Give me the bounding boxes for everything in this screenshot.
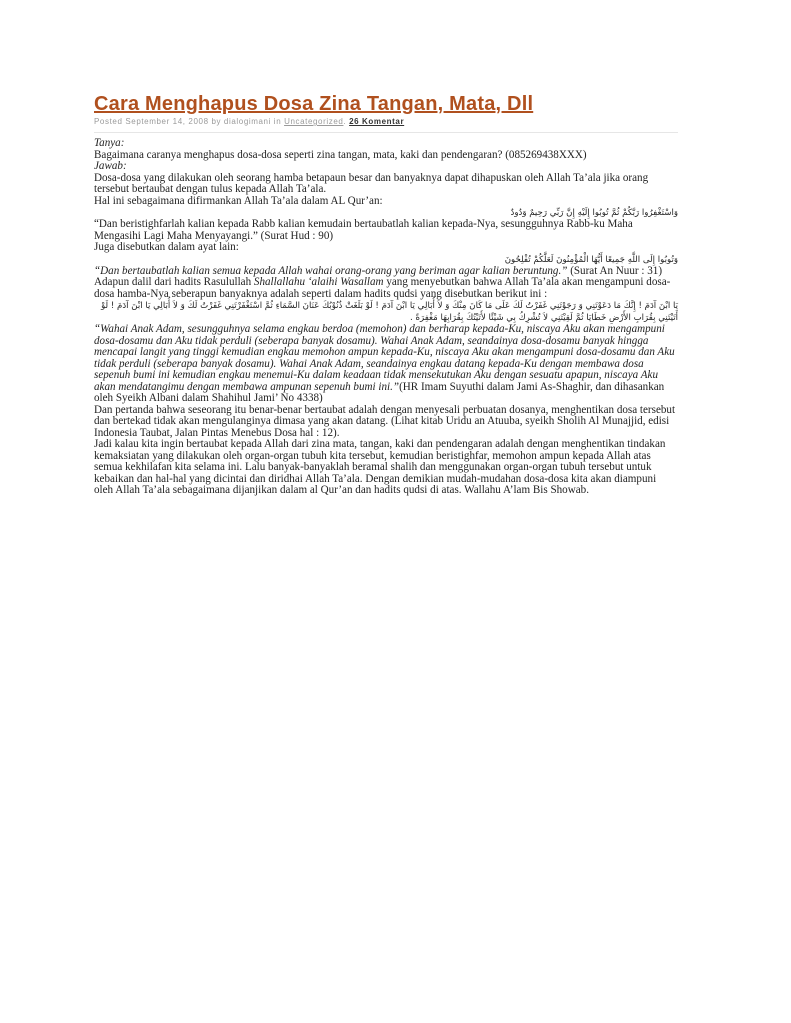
post-title[interactable]: Cara Menghapus Dosa Zina Tangan, Mata, Dll — [94, 93, 534, 115]
arabic-hadith: يَا ابْنَ آدَمَ ! إِنَّكَ مَا دَعَوْتَنِي وَ رَجَوْتَنِي غَفَرْتُ لَكَ عَلَى مَا كَانَ مِنْكَ وَ لاَ أُبَالِي يَا ابْنَ آدَمَ ! لَوْ بَلَغَتْ ذُنُوْبُكَ عَنَانَ السَّمَاءِ ثُمَّ اسْتَغْفَرْتَنِي غَفَرْتُ لَكَ وَ لاَ أُبَالِي يَا ابْنَ آدَمَ ! لَوْ أَتَيْتَنِي بِقُرَابِ الأَرْضِ خَطَايَا ثُمَّ لَقِيْتَنِي لاَ تُشْرِكُ بِي شَيْئًا لأَتَيْتُكَ بِقُرَابِهَا مَغْفِرَةً . — [101, 301, 678, 323]
paragraph: Dosa-dosa yang dilakukan oleh seorang hamba betapaun besar dan banyaknya dapat dihapuskan oleh Allah Ta’ala jika orang tersebut bertaubat dengan tulus kepada Allah Ta’ala. — [94, 171, 649, 195]
answer-label: Jawab: — [94, 160, 127, 172]
post-meta-text: Posted September 14, 2008 by dialogimani in — [94, 117, 285, 126]
paragraph — [94, 277, 678, 300]
paragraph — [94, 324, 678, 405]
paragraph: “Dan beristighfarlah kalian kepada Rabb kalian kemudain bertaubatlah kalian kepada-Nya, sesungguhnya Rabb-ku Maha Mengasihi Lagi Maha Menyayangi.” (Surat Hud : 90) — [94, 218, 633, 242]
question-text: Bagaimana caranya menghapus dosa-dosa seperti zina tangan, mata, kaki dan pendengaran? (085269438XXX) — [94, 148, 587, 161]
post-content — [94, 138, 678, 497]
hadith-reference: (HR Imam Suyuthi dalam Jami As-Shaghir, dan dihasankan oleh Syeikh Albani dalam Shahihul Jami’ No 4338) — [94, 380, 665, 404]
text-span: yang menyebutkan bahwa Allah Ta’ala akan mengampuni dosa-dosa hamba-Nya seberapun banyaknya adalah seperti dalam hadits qudsi yang disebutkan berikut ini : — [94, 276, 671, 300]
meta-separator: . — [343, 117, 350, 126]
paragraph: Dan pertanda bahwa seseorang itu benar-benar bertaubat adalah dengan menyesali perbuatan dosanya, menghentikan dosa tersebut dan bertekad tidak akan mengulanginya dimasa yang akan datang. (Lihat kitab Uridu an Atuuba, syeikh Sholih Al Munajjid, edisi Indonesia Taubat, Jalan Pintas Menebus Dosa hal : 12). — [94, 403, 676, 439]
salawat-text: Shallallahu ‘alaihi Wasallam — [253, 276, 384, 288]
category-link[interactable]: Uncategorized — [284, 117, 344, 126]
post-article — [94, 92, 678, 497]
paragraph: Juga disebutkan dalam ayat lain: — [94, 241, 239, 253]
paragraph: Hal ini sebagaimana difirmankan Allah Ta’ala dalam AL Qur’an: — [94, 194, 383, 207]
text-span: Adapun dalil dari hadits Rasulullah — [94, 276, 254, 288]
comments-link[interactable]: 26 Komentar — [349, 117, 405, 126]
verse-reference: (Surat An Nuur : 31) — [567, 264, 663, 277]
hadith-translation: “Wahai Anak Adam, sesungguhnya selama engkau berdoa (memohon) dan berharap kepada-Ku, niscaya Aku akan mengampuni dosa-dosamu dan Aku tidak perduli (seberapa banyak dosamu). Wahai Anak Adam, seandainya dosa-dosamu banyak hingga mencapai langit yang tinggi kemudian engkau memohon ampun kepada-Ku, niscaya Aku akan mengampuni dosa-dosamu dan Aku tidak perduli (seberapa banyak dosamu). Wahai Anak Adam, seandainya engkau datang kepada-Ku dengan membawa dosa sepenuh bumi ini kemudian engkau menemui-Ku dalam keadaan tidak mensekutukan Aku dengan sesuatu apapun, niscaya Aku akan mendatangimu dengan membawa ampunan sepenuh bumi ini.” — [94, 323, 675, 393]
post-meta — [94, 116, 678, 133]
paragraph: Jadi kalau kita ingin bertaubat kepada Allah dari zina mata, tangan, kaki dan pendengaran adalah dengan menghentikan tindakan kemaksiatan yang dilakukan oleh organ-organ tubuh kita tersebut, kemudian beristighfar, memohon ampun kepada Allah atas semua kekhilafan kita selama ini. Lalu banyak-banyaklah beramal shalih dan menggunakan organ-organ tubuh tersebut untuk kebaikan dan hal-hal yang dicintai dan diridhai Allah Ta’ala. Dengan demikian mudah-mudahan dosa-dosa kita akan diampuni oleh Allah Ta’ala sebagaimana dijanjikan dalam al Qur’an dan hadits qudsi di atas. Wallahu A’lam Bis Showab. — [94, 438, 666, 496]
arabic-verse: وَاسْتَغْفِرُوا رَبَّكُمْ ثُمَّ تُوبُوا إِلَيْهِ إِنَّ رَبِّي رَحِيمٌ وَدُودٌ — [510, 208, 678, 218]
arabic-verse: وَتُوبُوا إِلَى اللَّهِ جَمِيعًا أَيُّهَا الْمُؤْمِنُونَ لَعَلَّكُمْ تُفْلِحُونَ — [504, 254, 678, 265]
question-label: Tanya: — [94, 137, 125, 149]
verse-translation: “Dan bertaubatlah kalian semua kepada Allah wahai orang-orang yang beriman agar kalian beruntung.” — [94, 264, 568, 277]
